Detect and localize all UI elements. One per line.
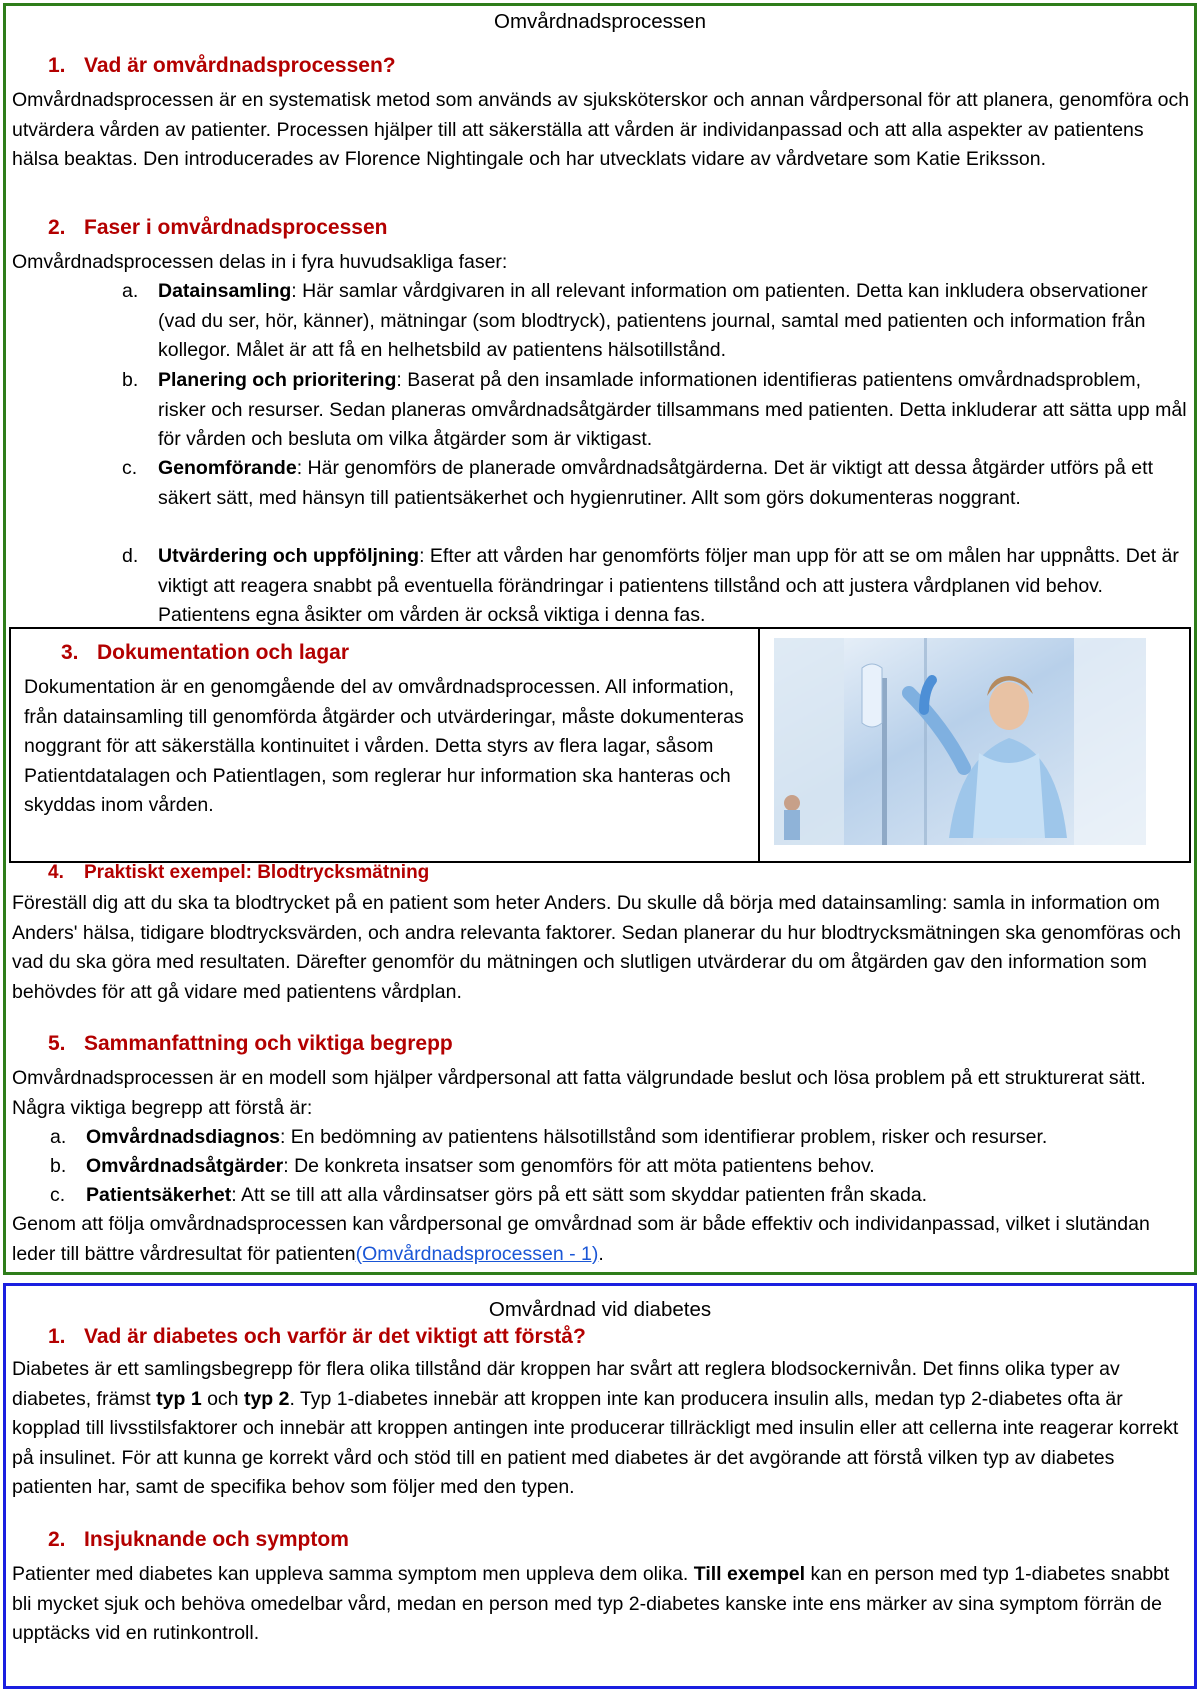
list-marker: a. bbox=[50, 1126, 67, 1148]
paragraph-summary: Omvårdnadsprocessen är en modell som hjälper vårdpersonal att fatta välgrundade beslut och lösa problem på ett strukturerat sätt. Några viktiga begrepp att förstå är: bbox=[12, 1067, 1146, 1119]
bold-term: Till exempel bbox=[693, 1563, 806, 1585]
heading-diabetes-2 bbox=[48, 1528, 349, 1552]
paragraph-conclusion bbox=[12, 1210, 1190, 1269]
heading-text: Vad är omvårdnadsprocessen? bbox=[84, 54, 396, 77]
concept-text: : En bedömning av patientens hälsotillstånd som identifierar problem, risker och resurser. bbox=[279, 1126, 1048, 1148]
paragraph-intro: Omvårdnadsprocessen är en systematisk metod som används av sjuksköterskor och annan vårdpersonal för att planera, genomföra och utvärdera vården av patienter. Processen hjälper till att säkerställa att vården är individanpassad och att alla aspekter av patientens hälsa beaktas. Den introducerades av Florence Nightingale och har utvecklats vidare av vårdvetare som Katie Eriksson. bbox=[12, 89, 1190, 170]
phase-text: : Efter att vården har genomförts följer man upp för att se om målen har uppnåtts. Det är viktigt att reagera snabbt på eventuella förändringar i patientens tillstånd och att justera vårdplanen vid behov. Patientens egna åsikter om vården är också viktiga i denna fas. bbox=[158, 545, 1179, 626]
heading-2 bbox=[48, 216, 387, 240]
bold-term: typ 2 bbox=[243, 1387, 290, 1410]
phase-text: : Här genomförs de planerade omvårdnadsåtgärderna. Det är viktigt att dessa åtgärder utförs på ett säkert sätt, med hänsyn till patientsäkerhet och hygienrutiner. Allt som görs dokumenteras noggrant. bbox=[158, 457, 1153, 509]
text-run: och bbox=[201, 1387, 244, 1410]
list-item-body bbox=[86, 1181, 1190, 1211]
heading-text: Faser i omvårdnadsprocessen bbox=[84, 216, 388, 239]
list-marker: b. bbox=[122, 369, 139, 391]
heading-number: 1. bbox=[48, 1325, 66, 1348]
list-marker: b. bbox=[50, 1155, 67, 1177]
list-marker: c. bbox=[122, 457, 138, 479]
documentation-table bbox=[9, 627, 1191, 863]
concept-text: : Att se till att alla vårdinsatser görs på ett sätt som skyddar patienten från skada. bbox=[231, 1184, 928, 1206]
heading-text: Insjuknande och symptom bbox=[84, 1528, 349, 1551]
heading-number: 3. bbox=[61, 641, 79, 664]
heading-text: Dokumentation och lagar bbox=[97, 641, 350, 664]
text-run: kan en person med typ 1-diabetes snabbt bli mycket sjuk och behöva omedelbar vård, medan en person med typ 2-diabetes kanske inte ens märker av sina symptom förrän de upptäcks vid en rutinkontroll. bbox=[12, 1563, 1170, 1644]
text-run: Patienter med diabetes kan uppleva samma symptom men uppleva dem olika. bbox=[12, 1563, 694, 1585]
paragraph-documentation: Dokumentation är en genomgående del av omvårdnadsprocessen. All information, från datainsamling till genomförda åtgärder och utvärderingar, måste dokumenteras noggrant för att säkerställa kontinuitet i vården. Detta styrs av flera lagar, såsom Patientdatalagen och Patientlagen, som reglerar hur information ska hanteras och skyddas inom vården. bbox=[24, 676, 744, 816]
section-title-diabetes: Omvårdnad vid diabetes bbox=[488, 1298, 712, 1321]
list-marker: a. bbox=[122, 280, 139, 302]
concept-text: : De konkreta insatser som genomförs för att möta patientens behov. bbox=[283, 1155, 875, 1177]
list-marker: c. bbox=[50, 1184, 66, 1206]
list-item-body bbox=[86, 1123, 1190, 1153]
concept-term: Omvårdnadsdiagnos bbox=[86, 1126, 280, 1148]
phase-term: Planering och prioritering bbox=[158, 369, 397, 391]
heading-number: 5. bbox=[48, 1032, 66, 1055]
phase-term: Utvärdering och uppföljning bbox=[158, 545, 420, 567]
paragraph-example: Föreställ dig att du ska ta blodtrycket på en patient som heter Anders. Du skulle då börja med datainsamling: samla in information om Anders' hälsa, tidigare blodtrycksvärden, och andra relevanta faktorer. Sedan planerar du hur blodtrycksmätningen ska genomföras och vad du ska göra med resultaten. Därefter genomför du mätningen och slutligen utvärderar du om åtgärden gav den information som behövdes för att gå vidare med patientens vårdplan. bbox=[12, 892, 1181, 1003]
heading-text: Vad är diabetes och varför är det viktigt att förstå? bbox=[84, 1325, 586, 1348]
conclusion-end: . bbox=[598, 1242, 604, 1265]
heading-diabetes-1 bbox=[48, 1325, 586, 1349]
source-link[interactable]: (Omvårdnadsprocessen - 1) bbox=[355, 1242, 599, 1265]
text-run: . Typ 1-diabetes innebär att kroppen inte kan producera insulin alls, medan typ 2-diabetes ofta är kopplad till livsstilsfaktorer och innebär att kroppen antingen inte producerar tillräckligt med insulin eller att cellerna inte reagerar korrekt på insulinet. För att kunna ge korrekt vård och stöd till en patient med diabetes är det avgörande att förstå vilken typ av diabetes patienten har, samt de specifika behov som följer med den typen. bbox=[12, 1387, 1179, 1498]
concept-term: Omvårdnadsåtgärder bbox=[86, 1155, 284, 1177]
heading-text: Praktiskt exempel: Blodtrycksmätning bbox=[84, 862, 430, 883]
heading-number: 1. bbox=[48, 54, 66, 77]
heading-1 bbox=[48, 54, 396, 78]
heading-5 bbox=[48, 1032, 453, 1056]
paragraph-phases-intro: Omvårdnadsprocessen delas in i fyra huvudsakliga faser: bbox=[12, 251, 508, 273]
bold-term: typ 1 bbox=[156, 1387, 202, 1410]
phase-text: : Här samlar vårdgivaren in all relevant information om patienten. Detta kan inkludera observationer (vad du ser, hör, känner), mätningar (som blodtryck), patientens journal, samtal med patienten och information från kollegor. Målet är att få en helhetsbild av patientens hälsotillstånd. bbox=[158, 280, 1148, 361]
heading-number: 4. bbox=[48, 862, 64, 883]
heading-text: Sammanfattning och viktiga begrepp bbox=[84, 1032, 453, 1055]
text-run: Diabetes är ett samlingsbegrepp för flera olika tillstånd där kroppen har svårt att reglera blodsockernivån. Det finns olika typer av diabetes, främst bbox=[12, 1358, 1120, 1410]
list-item-body bbox=[158, 542, 1188, 631]
list-item-body bbox=[158, 366, 1188, 455]
list-marker: d. bbox=[122, 545, 139, 567]
list-item-body bbox=[86, 1152, 1190, 1182]
heading-4 bbox=[48, 862, 429, 884]
paragraph-symptoms bbox=[12, 1560, 1192, 1649]
heading-number: 2. bbox=[48, 216, 66, 239]
heading-3 bbox=[61, 641, 349, 665]
nurse-photo bbox=[774, 638, 1146, 845]
phase-text: : Baserat på den insamlade informationen identifieras patientens omvårdnadsproblem, risker och resurser. Sedan planeras omvårdnadsåtgärder tillsammans med patienten. Detta inkluderar att sätta upp mål för vården och besluta om vilka åtgärder som är viktigast. bbox=[158, 369, 1187, 450]
phase-term: Datainsamling bbox=[158, 280, 292, 302]
conclusion-text: Genom att följa omvårdnadsprocessen kan vårdpersonal ge omvårdnad som är både effektiv och individanpassad, vilket i slutändan leder till bättre vårdresultat för patienten bbox=[12, 1213, 1150, 1265]
section-title-omvardnadsprocessen: Omvårdnadsprocessen bbox=[494, 10, 706, 33]
heading-number: 2. bbox=[48, 1528, 66, 1551]
nurse-illustration bbox=[774, 638, 1146, 845]
list-item-body bbox=[158, 454, 1188, 513]
table-divider bbox=[758, 629, 760, 861]
paragraph-diabetes-intro bbox=[12, 1355, 1192, 1503]
concept-term: Patientsäkerhet bbox=[86, 1184, 232, 1206]
list-item-body bbox=[158, 277, 1188, 366]
phase-term: Genomförande bbox=[158, 457, 297, 479]
